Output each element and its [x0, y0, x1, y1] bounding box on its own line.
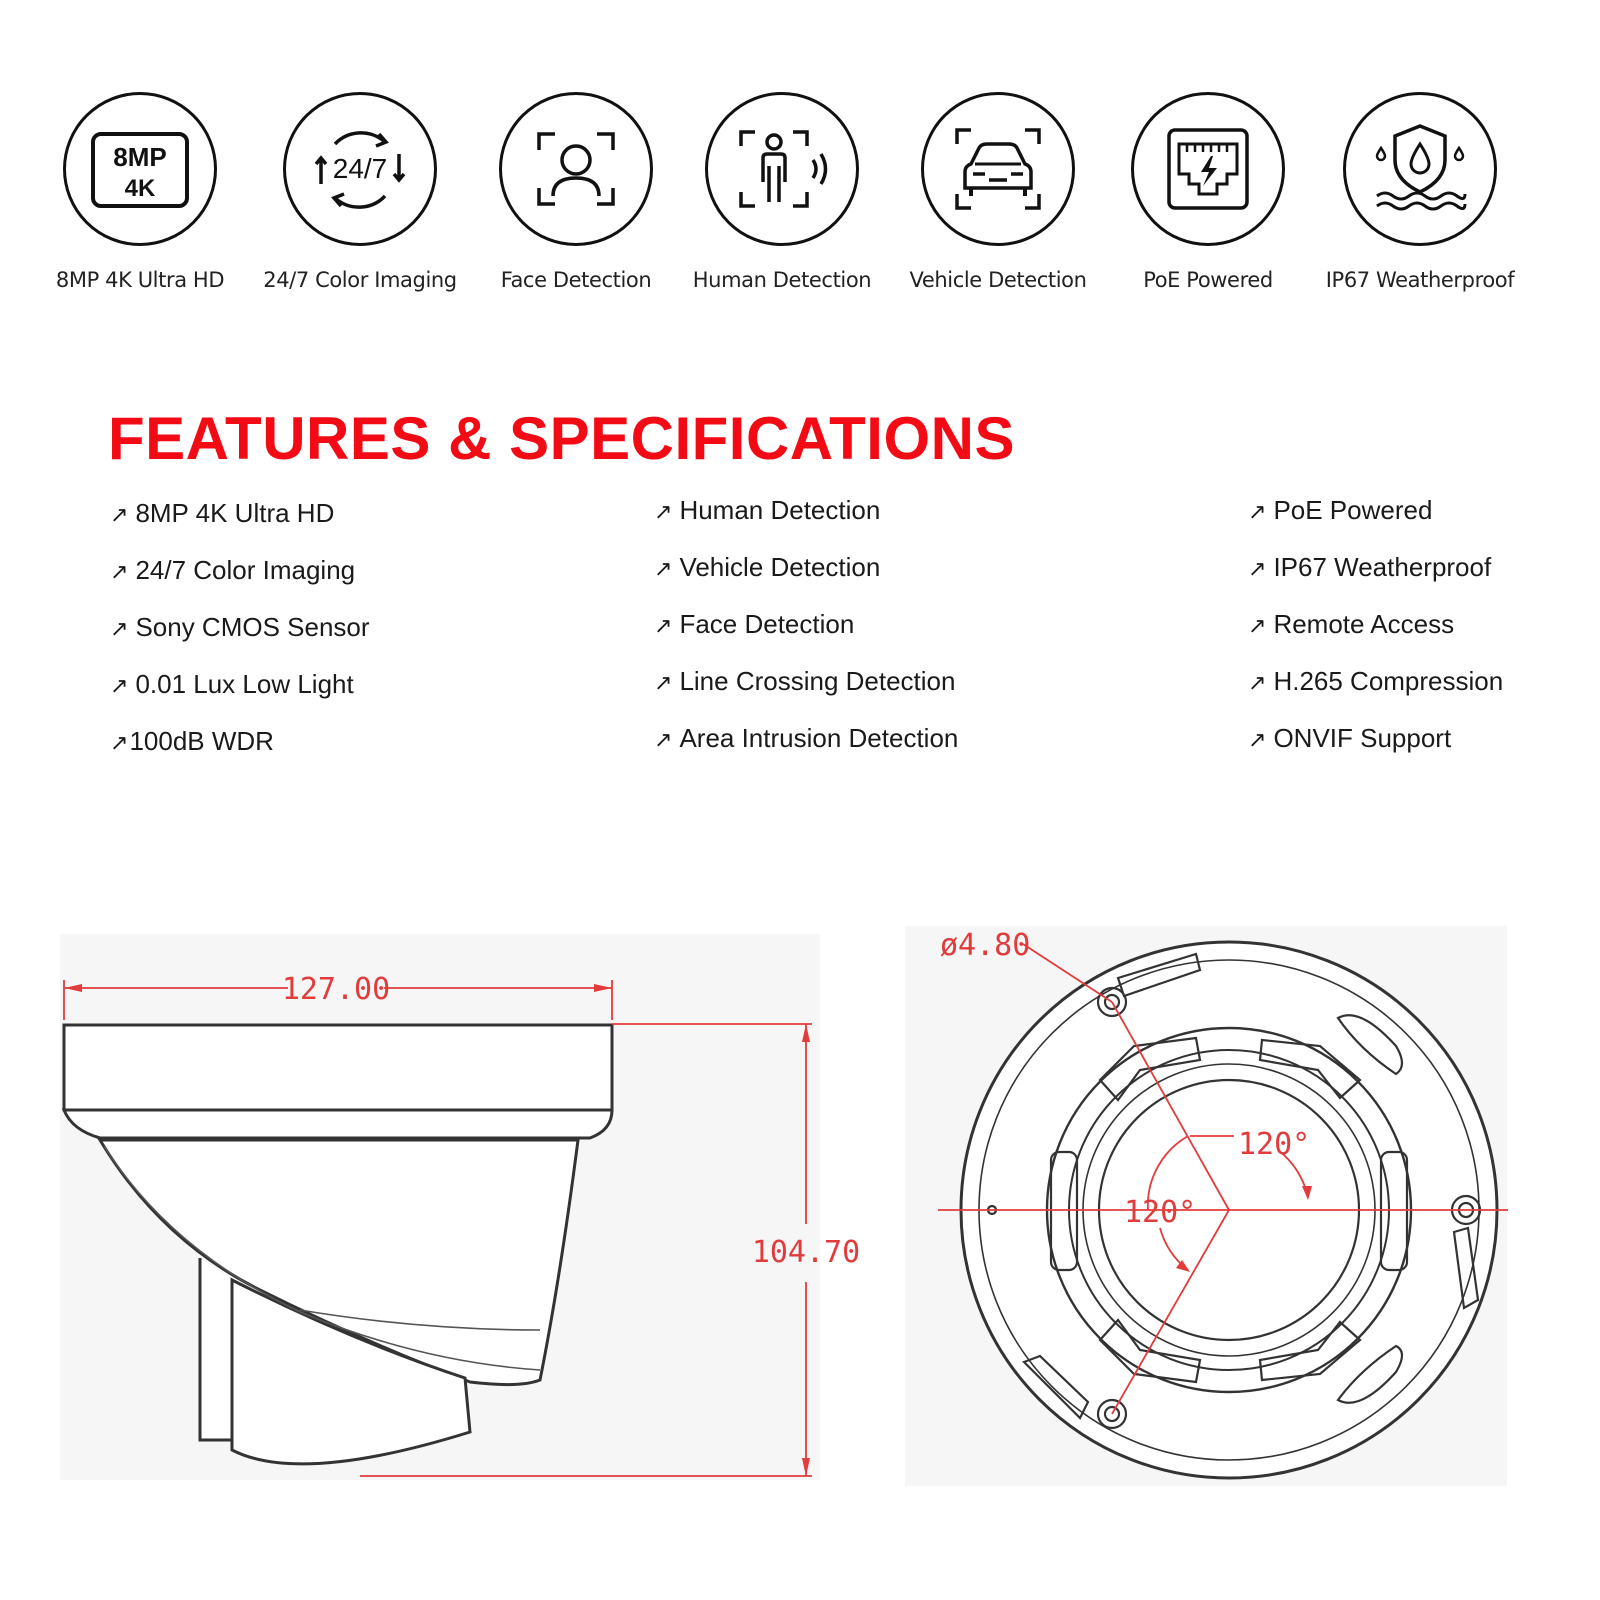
arrow-icon: ↗: [1248, 556, 1267, 581]
arrow-icon: ↗: [654, 499, 673, 524]
angle-label-left: 120°: [1124, 1195, 1197, 1230]
features-heading: FEATURES & SPECIFICATIONS: [108, 405, 1015, 472]
width-dimension-label: 127.00: [281, 972, 391, 1007]
arrow-icon: ↗: [110, 559, 129, 584]
hole-diameter-label: ø4.80: [940, 928, 1031, 963]
arrow-icon: ↗: [110, 730, 129, 755]
spec-item: ↗ 8MP 4K Ultra HD: [110, 498, 335, 528]
arrow-icon: ↗: [1248, 727, 1267, 752]
icon-label-vehicle: Vehicle Detection: [909, 268, 1087, 292]
arrow-icon: ↗: [110, 502, 129, 527]
spec-item: ↗ IP67 Weatherproof: [1248, 552, 1492, 582]
arrow-icon: ↗: [1248, 613, 1267, 638]
spec-item: ↗ Remote Access: [1248, 609, 1455, 639]
icon-label-poe: PoE Powered: [1143, 268, 1273, 292]
arrow-icon: ↗: [1248, 499, 1267, 524]
icon-label-human: Human Detection: [692, 268, 872, 292]
spec-item: ↗ Line Crossing Detection: [654, 666, 956, 696]
spec-item: ↗100dB WDR: [110, 726, 274, 756]
arrow-icon: ↗: [1248, 670, 1267, 695]
svg-text:4K: 4K: [124, 175, 156, 202]
spec-item: ↗ PoE Powered: [1248, 495, 1433, 525]
arrow-icon: ↗: [654, 670, 673, 695]
spec-item: ↗ Area Intrusion Detection: [654, 723, 959, 753]
icon-label-24-7: 24/7 Color Imaging: [263, 268, 457, 292]
spec-item: ↗ H.265 Compression: [1248, 666, 1504, 696]
svg-text:24/7: 24/7: [332, 153, 388, 184]
spec-item: ↗ Human Detection: [654, 495, 881, 525]
svg-text:8MP: 8MP: [113, 142, 167, 172]
spec-item: ↗ ONVIF Support: [1248, 723, 1452, 753]
icon-label-8mp: 8MP 4K Ultra HD: [55, 268, 225, 292]
angle-label-top: 120°: [1238, 1127, 1311, 1162]
icon-label-face: Face Detection: [500, 268, 652, 292]
spec-item: ↗ 0.01 Lux Low Light: [110, 669, 354, 699]
spec-item: ↗ Vehicle Detection: [654, 552, 881, 582]
arrow-icon: ↗: [654, 727, 673, 752]
spec-item: ↗ 24/7 Color Imaging: [110, 555, 356, 585]
height-dimension-label: 104.70: [751, 1235, 861, 1270]
arrow-icon: ↗: [110, 616, 129, 641]
arrow-icon: ↗: [654, 613, 673, 638]
arrow-icon: ↗: [654, 556, 673, 581]
spec-item: ↗ Sony CMOS Sensor: [110, 612, 370, 642]
spec-item: ↗ Face Detection: [654, 609, 855, 639]
icon-label-weatherproof: IP67 Weatherproof: [1325, 268, 1515, 292]
arrow-icon: ↗: [110, 673, 129, 698]
